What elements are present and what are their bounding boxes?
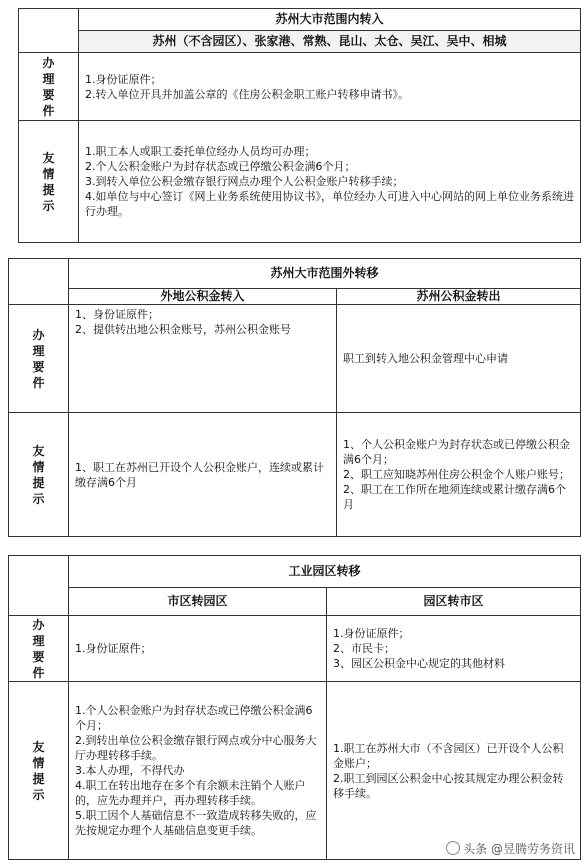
table1-tips: 1.职工本人或职工委托单位经办人员均可办理； 2.个人公积金账户为封存状态或已停缴公积金满6个月； 3.到转入单位公积金缴存银行网点办理个人公积金账户转移手续； 4.如单位与中心签订《网上业务系统使用协议书》，单位经办人可进入中心网站的网上单位业务系统进行办理。 (79, 121, 581, 243)
watermark: 头条 @昱腾劳务资讯 (446, 840, 575, 857)
table3-tips-col1: 1.个人公积金账户为封存状态或已停缴公积金满6个月； 2.到转出单位公积金缴存银行网点或分中心服务大厅办理转移手续。 3.本人办理，不得代办 4.职工在转出地存在多个有余额未注销个人账户的，应先办理并户，再办理转移手续。 5.职工因个人基础信息不一致造成转移失败的，应先按规定办理个人基础信息变更手续。 (69, 682, 327, 860)
table1-title: 苏州大市范围内转入 (79, 9, 581, 31)
requirements-label: 办 理 要 件 (19, 53, 79, 121)
table1-subtitle: 苏州（不含园区）、张家港、常熟、昆山、太仓、吴江、吴中、相城 (79, 31, 581, 53)
table3-req-col2: 1.身份证原件； 2、市民卡； 3、园区公积金中心规定的其他材料 (327, 616, 581, 682)
table3-tips-col2: 1.职工在苏州大市（不含园区）已开设个人公积金账户； 2.职工到园区公积金中心按其规定办理公积金转移手续。 (327, 682, 581, 860)
requirements-label: 办 理 要 件 (9, 305, 69, 413)
tips-label: 友 情 提 示 (9, 682, 69, 860)
corner-cell (19, 9, 79, 53)
table3-col2-header: 园区转市区 (327, 588, 581, 616)
corner-cell (9, 556, 69, 616)
table2-tips-col2: 1、个人公积金账户为封存状态或已停缴公积金满6个月； 2、职工应知晓苏州住房公积金个人账户账号； 2、职工在工作所在地须连续或累计缴存满6个月 (337, 413, 581, 537)
requirements-label: 办 理 要 件 (9, 616, 69, 682)
table3-req-col1: 1.身份证原件； (69, 616, 327, 682)
table3-title: 工业园区转移 (69, 556, 581, 588)
table2-req-col1: 1、身份证原件； 2、提供转出地公积金账号，苏州公积金账号 (69, 305, 337, 413)
table2-title: 苏州大市范围外转移 (69, 259, 581, 289)
table-intra-suzhou (18, 8, 581, 243)
table1-requirements: 1.身份证原件； 2.转入单位开具并加盖公章的《住房公积金职工账户转移申请书》。 (79, 53, 581, 121)
table-industrial-park (8, 555, 581, 860)
table2-col1-header: 外地公积金转入 (69, 289, 337, 305)
table2-col2-header: 苏州公积金转出 (337, 289, 581, 305)
tips-label: 友 情 提 示 (9, 413, 69, 537)
watermark-logo-icon (446, 841, 460, 855)
table3-col1-header: 市区转园区 (69, 588, 327, 616)
tips-label: 友 情 提 示 (19, 121, 79, 243)
table2-req-col2: 职工到转入地公积金管理中心申请 (337, 305, 581, 413)
corner-cell (9, 259, 69, 305)
table-outside-suzhou (8, 258, 581, 537)
table2-tips-col1: 1、职工在苏州已开设个人公积金账户，连续或累计缴存满6个月 (69, 413, 337, 537)
